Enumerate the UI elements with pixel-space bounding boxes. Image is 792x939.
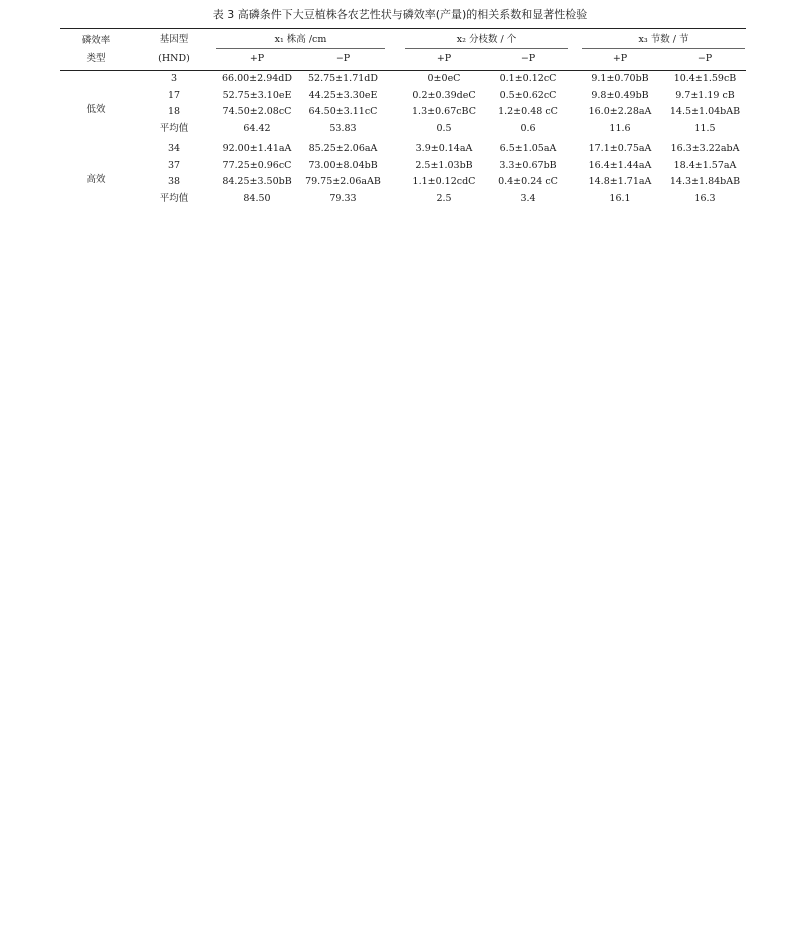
value-cell: 0.6 [520, 122, 536, 134]
value-cell: 9.7±1.19 cB [675, 89, 735, 101]
value-cell: 6.5±1.05aA [499, 143, 557, 154]
genotype-cell: 平均值 [159, 192, 189, 204]
value-cell: 77.25±0.96cC [222, 159, 292, 171]
value-cell: 1.2±0.48 cC [498, 106, 558, 117]
value-cell: 64.50±3.11cC [308, 106, 378, 117]
value-cell: 85.25±2.06aA [308, 143, 378, 154]
value-cell: 92.00±1.41aA [222, 143, 292, 154]
minus-p-header: −P [520, 53, 536, 64]
value-cell: 79.33 [329, 192, 357, 204]
value-cell: 0.5±0.62cC [499, 89, 557, 101]
value-cell: 2.5±1.03bB [415, 159, 473, 171]
value-cell: 0.2±0.39deC [412, 89, 476, 101]
trait-underline [405, 48, 568, 49]
value-cell: 84.50 [243, 192, 271, 204]
value-cell: 16.4±1.44aA [588, 159, 652, 171]
value-cell: 2.5 [436, 192, 452, 204]
value-cell: 17.1±0.75aA [588, 143, 652, 154]
trait-underline [582, 48, 745, 49]
plus-p-header: +P [612, 53, 628, 64]
value-cell: 52.75±1.71dD [307, 73, 378, 84]
value-cell: 74.50±2.08cC [222, 106, 292, 117]
header-hnd: (HND) [158, 53, 190, 64]
value-cell: 14.5±1.04bAB [669, 106, 741, 117]
plus-p-header: +P [436, 53, 452, 64]
value-cell: 18.4±1.57aA [673, 159, 737, 171]
value-cell: 1.3±0.67cBC [412, 106, 476, 117]
value-cell: 44.25±3.30eE [308, 89, 378, 101]
genotype-cell: 平均值 [159, 122, 189, 134]
value-cell: 0±0eC [427, 73, 461, 84]
header-type-label: 类型 [86, 53, 106, 64]
value-cell: 52.75±3.10eE [222, 89, 292, 101]
header-genotype: 基因型 [159, 34, 189, 45]
trait-header: x₁ 株高 /cm [274, 34, 327, 45]
value-cell: 3.9±0.14aA [415, 143, 473, 154]
trait-underline [216, 48, 385, 49]
value-cell: 64.42 [243, 122, 271, 134]
value-cell: 16.3 [694, 192, 716, 204]
value-cell: 0.1±0.12cC [499, 73, 557, 84]
minus-p-header: −P [335, 53, 351, 64]
value-cell: 53.83 [329, 122, 357, 134]
value-cell: 14.3±1.84bAB [669, 176, 741, 187]
value-cell: 16.1 [609, 192, 631, 204]
value-cell: 11.6 [609, 122, 631, 134]
table-rule [60, 28, 746, 29]
value-cell: 9.1±0.70bB [591, 73, 649, 84]
group-label-low: 低效 [86, 104, 106, 116]
value-cell: 14.8±1.71aA [588, 176, 652, 187]
trait-header: x₃ 节数 / 节 [638, 34, 689, 45]
value-cell: 1.1±0.12cdC [412, 176, 476, 187]
value-cell: 11.5 [694, 122, 716, 134]
trait-header: x₂ 分枝数 / 个 [456, 34, 517, 45]
table-rule [60, 70, 746, 71]
group-label-high: 高效 [86, 174, 106, 185]
value-cell: 3.3±0.67bB [499, 159, 557, 171]
value-cell: 84.25±3.50bB [222, 176, 292, 187]
genotype-cell: 38 [167, 176, 181, 187]
value-cell: 79.75±2.06aAB [305, 176, 381, 187]
value-cell: 0.4±0.24 cC [498, 176, 558, 187]
value-cell: 66.00±2.94dD [221, 73, 292, 84]
header-efficiency-type: 磷效率 [81, 35, 111, 46]
minus-p-header: −P [697, 53, 713, 64]
genotype-cell: 18 [167, 106, 181, 117]
genotype-cell: 37 [167, 159, 181, 171]
genotype-cell: 3 [170, 73, 178, 84]
value-cell: 16.3±3.22abA [670, 143, 740, 154]
genotype-cell: 17 [167, 89, 181, 101]
value-cell: 3.4 [520, 192, 536, 204]
value-cell: 73.00±8.04bB [308, 159, 378, 171]
genotype-cell: 34 [167, 143, 181, 154]
value-cell: 16.0±2.28aA [588, 106, 652, 117]
plus-p-header: +P [249, 53, 265, 64]
table-caption: 表 3 高磷条件下大豆植株各农艺性状与磷效率(产量)的相关系数和显著性检验 [212, 8, 588, 21]
value-cell: 0.5 [436, 122, 452, 134]
value-cell: 9.8±0.49bB [591, 89, 649, 101]
value-cell: 10.4±1.59cB [673, 73, 737, 84]
